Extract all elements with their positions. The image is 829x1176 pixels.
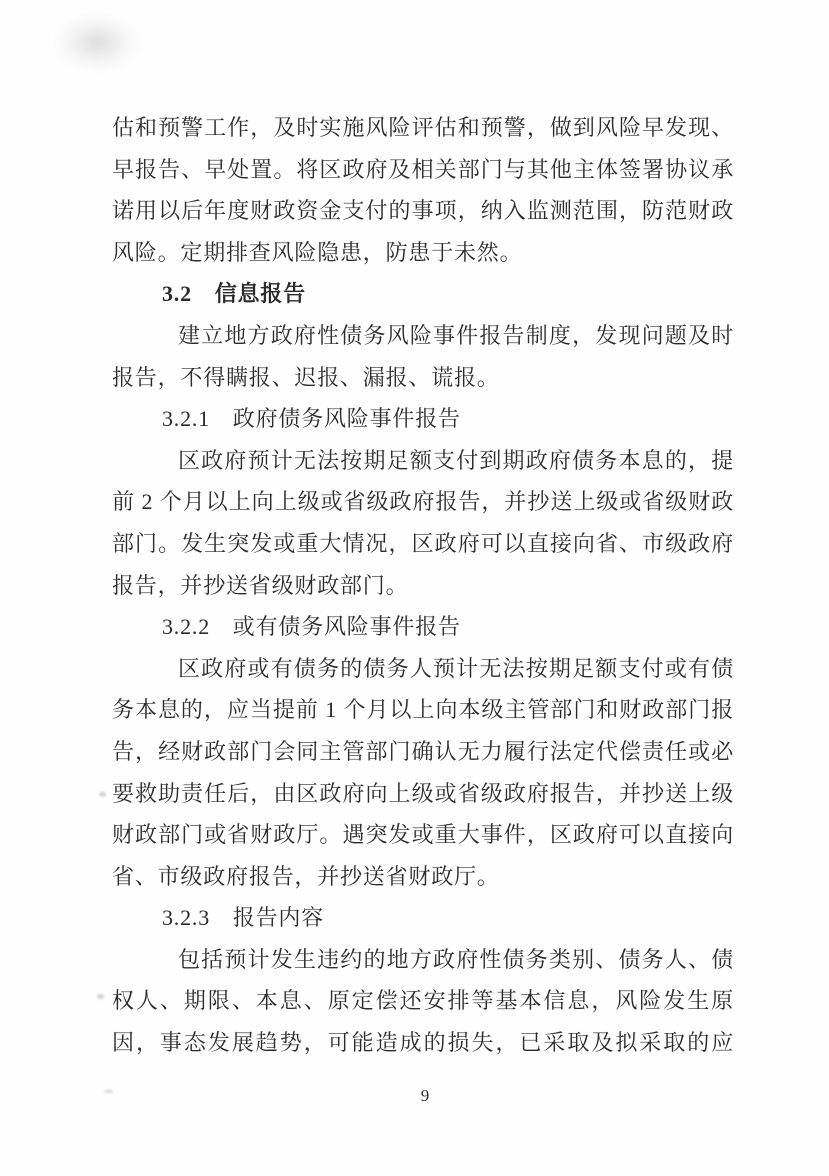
section-3-2-2-paragraph: 区政府或有债务的债务人预计无法按期足额支付或有债务本息的，应当提前 1 个月以上向本级主管部门和财政部门报告，经财政部门会同主管部门确认无力履行法定代偿责任或必要救助责任后，由区政府向上级或省级政府报告，并抄送上级财政部门或省财政厅。遇突发或重大事件，区政府可以直接向省、市级政府报告，并抄送省财政厅。 [112, 655, 734, 889]
section-3-2-3-paragraph: 包括预计发生违约的地方政府性债务类别、债务人、债权人、期限、本息、原定偿还安排等基本信息，风险发生原因，事态发展趋势，可能造成的损失，已采取及拟采取的应 [112, 946, 734, 1056]
section-heading-3-2-1: 3.2.1 政府债务风险事件报告 [162, 406, 461, 432]
section-3-2-1-paragraph: 区政府预计无法按期足额支付到期政府债务本息的，提前 2 个月以上向上级或省级政府报告，并抄送上级或省级财政部门。发生突发或重大情况，区政府可以直接向省、市级政府报告，并抄送省级财政部门。 [112, 447, 734, 598]
section-heading-3-2-2: 3.2.2 或有债务风险事件报告 [162, 614, 461, 640]
page-number: 9 [420, 1086, 430, 1105]
scan-speck-artifact [99, 792, 106, 797]
continued-paragraph: 估和预警工作，及时实施风险评估和预警，做到风险早发现、早报告、早处置。将区政府及相关部门与其他主体签署协议承诺用以后年度财政资金支付的事项，纳入监测范围，防范财政风险。定期排查风险隐患，防患于未然。 [112, 115, 734, 265]
page-content [112, 107, 734, 1064]
scan-smudge-artifact [42, 12, 142, 80]
section-3-2-paragraph: 建立地方政府性债务风险事件报告制度，发现问题及时报告，不得瞒报、迟报、漏报、谎报。 [112, 322, 734, 390]
scan-speck-artifact [97, 994, 104, 999]
section-heading-3-2: 3.2 信息报告 [162, 281, 306, 307]
section-heading-3-2-3: 3.2.3 报告内容 [162, 905, 325, 931]
